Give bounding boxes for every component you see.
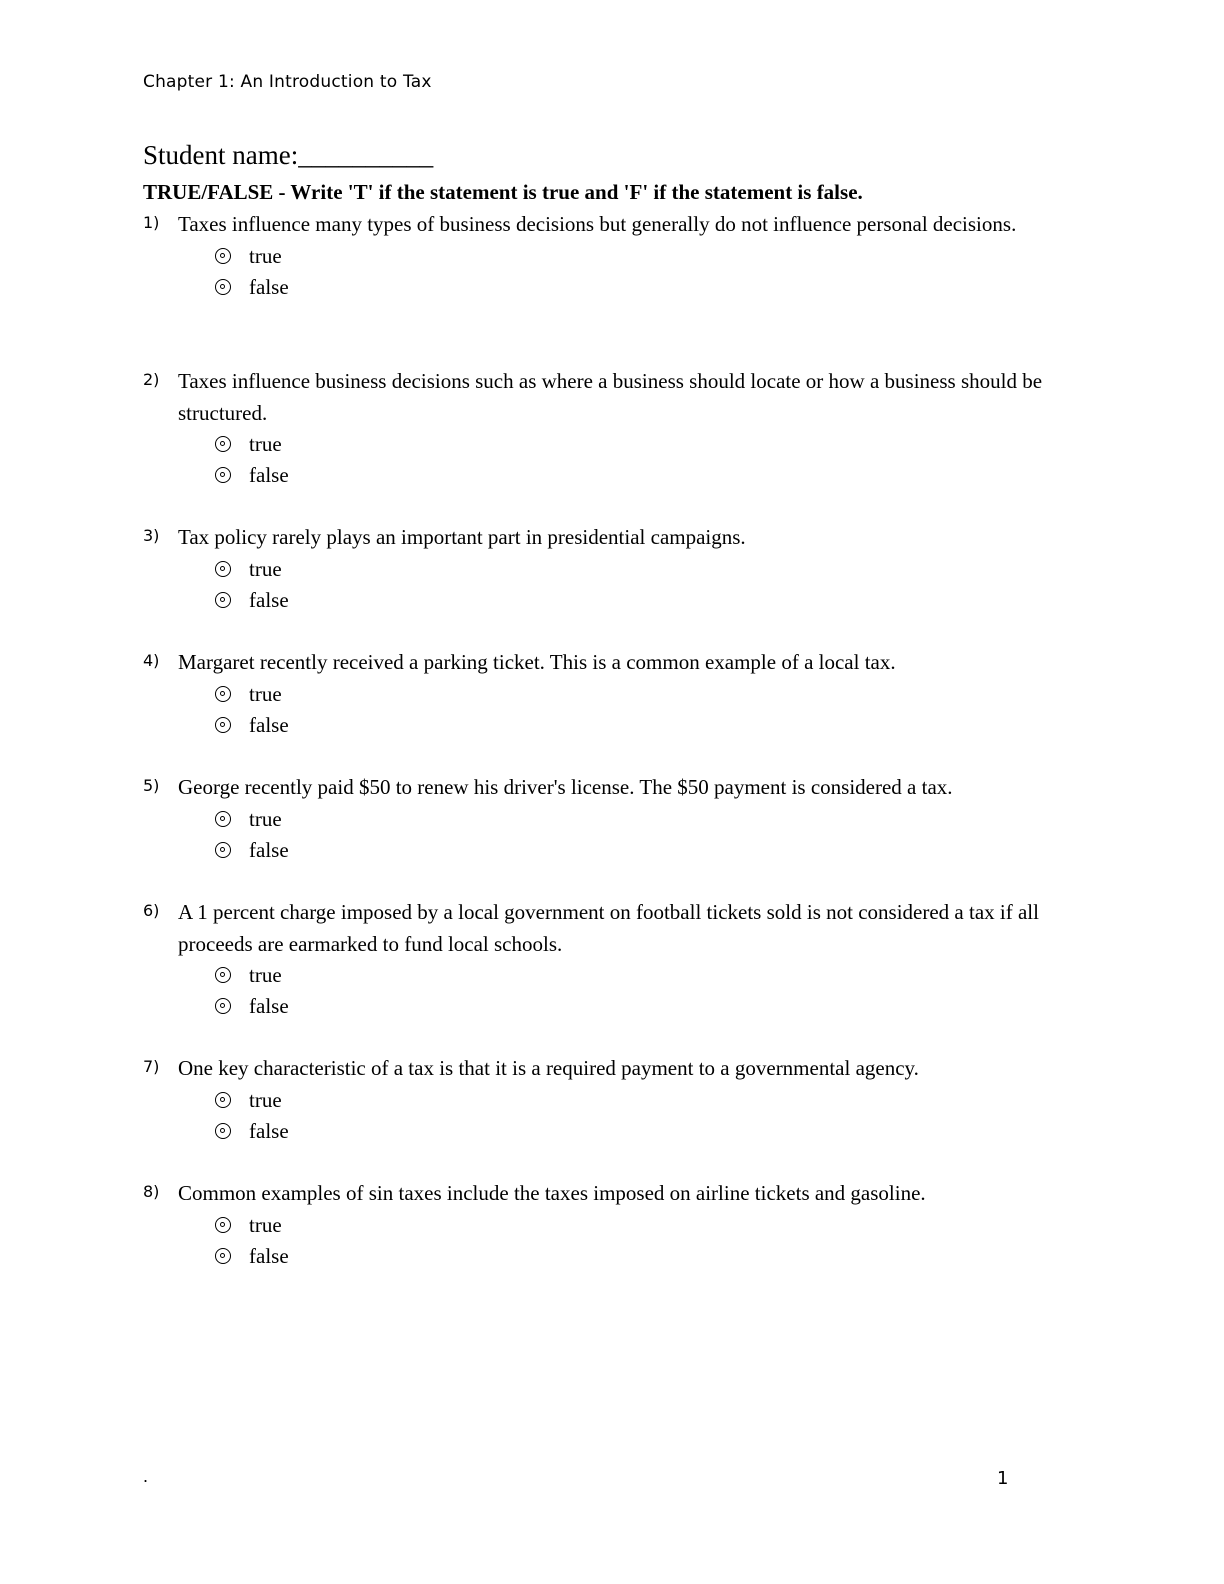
question-number: 5) bbox=[143, 776, 160, 795]
option-true[interactable] bbox=[215, 679, 1093, 710]
radio-icon[interactable] bbox=[215, 842, 231, 858]
question-4 bbox=[143, 647, 1093, 741]
footer-mark: . bbox=[143, 1466, 149, 1486]
radio-icon[interactable] bbox=[215, 436, 231, 452]
page-number: 1 bbox=[997, 1468, 1009, 1489]
option-label: false bbox=[249, 712, 289, 737]
option-label: false bbox=[249, 463, 289, 487]
question-text: Tax policy rarely plays an important part in presidential campaigns. bbox=[178, 525, 746, 549]
option-true[interactable] bbox=[215, 1085, 1093, 1116]
radio-icon[interactable] bbox=[215, 279, 231, 295]
radio-icon[interactable] bbox=[215, 717, 231, 733]
radio-icon[interactable] bbox=[215, 1217, 231, 1233]
option-true[interactable] bbox=[215, 1210, 1093, 1241]
option-label: true bbox=[249, 1212, 282, 1237]
option-true[interactable] bbox=[215, 804, 1093, 835]
option-label: false bbox=[249, 274, 289, 299]
question-2 bbox=[143, 366, 1093, 491]
radio-icon[interactable] bbox=[215, 998, 231, 1014]
question-6 bbox=[143, 897, 1093, 1022]
question-8 bbox=[143, 1178, 1093, 1272]
radio-icon[interactable] bbox=[215, 686, 231, 702]
instructions: TRUE/FALSE - Write 'T' if the statement is true and 'F' if the statement is false. bbox=[143, 180, 863, 204]
option-false[interactable] bbox=[215, 1116, 1093, 1147]
page-header: Chapter 1: An Introduction to Tax bbox=[143, 72, 432, 92]
option-label: false bbox=[249, 587, 289, 612]
question-number: 6) bbox=[143, 901, 160, 920]
question-text: A 1 percent charge imposed by a local government on football tickets sold is not considered a tax if all proceeds are earmarked to fund local schools. bbox=[178, 900, 1039, 956]
option-false[interactable] bbox=[215, 585, 1093, 616]
question-7 bbox=[143, 1053, 1093, 1147]
radio-icon[interactable] bbox=[215, 811, 231, 827]
question-5 bbox=[143, 772, 1093, 866]
question-number: 7) bbox=[143, 1057, 160, 1076]
question-text: George recently paid $50 to renew his driver's license. The $50 payment is considered a tax. bbox=[178, 775, 953, 799]
option-true[interactable] bbox=[215, 554, 1093, 585]
question-number: 8) bbox=[143, 1182, 160, 1201]
radio-icon[interactable] bbox=[215, 248, 231, 264]
option-label: true bbox=[249, 681, 282, 706]
radio-icon[interactable] bbox=[215, 561, 231, 577]
option-label: false bbox=[249, 994, 289, 1018]
option-false[interactable] bbox=[215, 710, 1093, 741]
radio-icon[interactable] bbox=[215, 592, 231, 608]
question-number: 4) bbox=[143, 651, 160, 670]
option-label: true bbox=[249, 556, 282, 581]
radio-icon[interactable] bbox=[215, 1123, 231, 1139]
question-number: 2) bbox=[143, 370, 160, 389]
radio-icon[interactable] bbox=[215, 967, 231, 983]
option-label: false bbox=[249, 837, 289, 862]
option-label: true bbox=[249, 432, 282, 456]
question-number: 1) bbox=[143, 213, 160, 232]
option-false[interactable] bbox=[215, 991, 1093, 1022]
option-label: true bbox=[249, 963, 282, 987]
radio-icon[interactable] bbox=[215, 1092, 231, 1108]
option-false[interactable] bbox=[215, 1241, 1093, 1272]
question-text: Taxes influence business decisions such as where a business should locate or how a business should be structured. bbox=[178, 369, 1043, 425]
option-true[interactable] bbox=[215, 429, 1093, 460]
option-label: false bbox=[249, 1118, 289, 1143]
option-label: true bbox=[249, 806, 282, 831]
option-false[interactable] bbox=[215, 835, 1093, 866]
question-text: Taxes influence many types of business decisions but generally do not influence personal decisions. bbox=[178, 212, 1017, 236]
question-1 bbox=[143, 209, 1093, 303]
question-text: One key characteristic of a tax is that it is a required payment to a governmental agency. bbox=[178, 1056, 919, 1080]
option-false[interactable] bbox=[215, 272, 1093, 303]
radio-icon[interactable] bbox=[215, 467, 231, 483]
option-true[interactable] bbox=[215, 241, 1093, 272]
question-text: Margaret recently received a parking ticket. This is a common example of a local tax. bbox=[178, 650, 896, 674]
option-label: true bbox=[249, 1087, 282, 1112]
option-false[interactable] bbox=[215, 460, 1093, 491]
radio-icon[interactable] bbox=[215, 1248, 231, 1264]
question-text: Common examples of sin taxes include the taxes imposed on airline tickets and gasoline. bbox=[178, 1181, 926, 1205]
student-name-line: Student name:__________ bbox=[143, 140, 434, 170]
question-number: 3) bbox=[143, 526, 160, 545]
option-label: false bbox=[249, 1243, 289, 1268]
option-true[interactable] bbox=[215, 960, 1093, 991]
question-3 bbox=[143, 522, 1093, 616]
option-label: true bbox=[249, 243, 282, 268]
